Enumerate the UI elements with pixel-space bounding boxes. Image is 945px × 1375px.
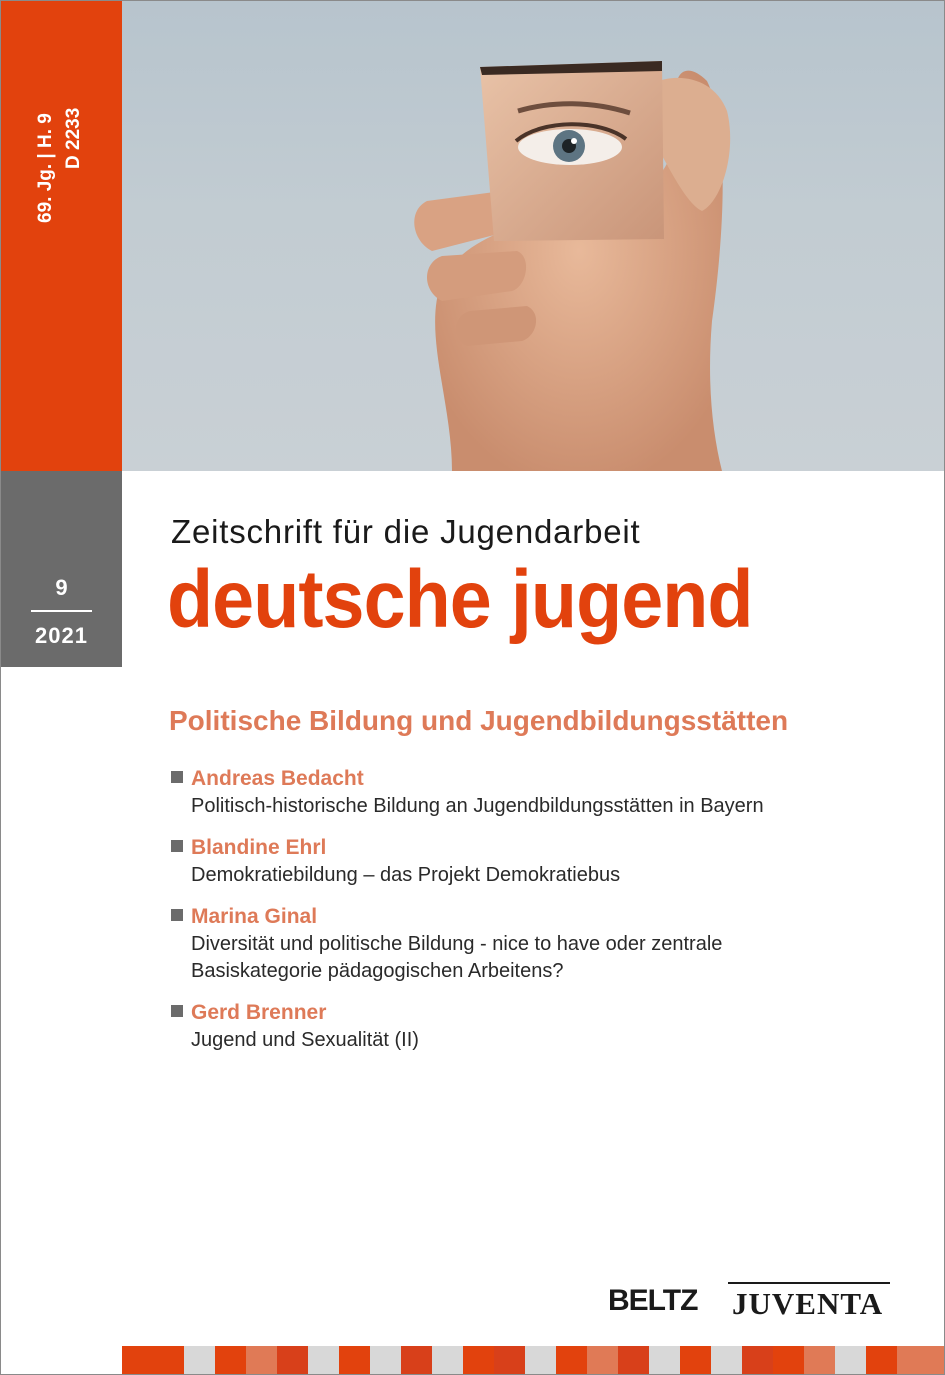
strip-segment xyxy=(122,1346,153,1374)
article-title: Jugend und Sexualität (II) xyxy=(191,1029,419,1051)
strip-segment xyxy=(308,1346,339,1374)
strip-segment xyxy=(215,1346,246,1374)
strip-segment xyxy=(804,1346,835,1374)
logo-rule xyxy=(728,1282,890,1284)
hand-mirror-illustration xyxy=(122,1,944,471)
issue-box xyxy=(1,471,122,667)
strip-segment xyxy=(339,1346,370,1374)
strip-segment xyxy=(587,1346,618,1374)
strip-segment xyxy=(525,1346,556,1374)
issue-theme: Politische Bildung und Jugendbildungsstätten xyxy=(169,705,789,736)
strip-segment xyxy=(184,1346,215,1374)
color-strip xyxy=(122,1346,944,1374)
contents-list xyxy=(169,765,889,1068)
publisher-name-beltz: BELTZ xyxy=(608,1284,698,1317)
print-code-label: D 2233 xyxy=(63,107,84,169)
strip-segment xyxy=(897,1346,944,1374)
contents-entry xyxy=(169,999,889,1054)
spine-text-block xyxy=(31,49,91,239)
article-title-continued: Basiskategorie pädagogischen Arbeitens? xyxy=(191,960,564,982)
strip-segment xyxy=(773,1346,804,1374)
contents-entry xyxy=(169,765,889,820)
article-title: Politisch-historische Bildung an Jugendbildungsstätten in Bayern xyxy=(191,795,764,817)
strip-segment xyxy=(463,1346,494,1374)
strip-segment xyxy=(556,1346,587,1374)
volume-issue-label: 69. Jg. | H. 9 xyxy=(35,113,56,223)
strip-segment xyxy=(432,1346,463,1374)
strip-segment xyxy=(649,1346,680,1374)
spine-band xyxy=(1,1,122,471)
author-name: Blandine Ehrl xyxy=(191,836,327,859)
square-bullet-icon xyxy=(171,771,183,783)
strip-segment xyxy=(866,1346,897,1374)
article-title: Demokratiebildung – das Projekt Demokratiebus xyxy=(191,864,621,886)
square-bullet-icon xyxy=(171,1005,183,1017)
strip-segment xyxy=(680,1346,711,1374)
strip-segment xyxy=(711,1346,742,1374)
strip-segment xyxy=(370,1346,401,1374)
strip-segment xyxy=(246,1346,277,1374)
article-title: Diversität und politische Bildung - nice to have oder zentrale xyxy=(191,933,723,955)
magazine-title: deutsche jugend xyxy=(167,554,753,645)
strip-segment xyxy=(153,1346,184,1374)
issue-divider xyxy=(31,610,92,612)
strip-segment xyxy=(618,1346,649,1374)
author-name: Gerd Brenner xyxy=(191,1001,327,1024)
strip-segment xyxy=(401,1346,432,1374)
issue-number: 9 xyxy=(55,575,68,600)
strip-segment xyxy=(494,1346,525,1374)
contents-entry xyxy=(169,834,889,889)
publisher-name-juventa: JUVENTA xyxy=(732,1286,884,1321)
strip-segment xyxy=(835,1346,866,1374)
strip-segment xyxy=(277,1346,308,1374)
strip-segment xyxy=(742,1346,773,1374)
issue-year: 2021 xyxy=(35,623,88,648)
contents-entry xyxy=(169,903,889,985)
square-bullet-icon xyxy=(171,840,183,852)
cover-photo xyxy=(122,1,944,471)
magazine-subtitle: Zeitschrift für die Jugendarbeit xyxy=(171,513,641,550)
author-name: Marina Ginal xyxy=(191,905,318,928)
square-bullet-icon xyxy=(171,909,183,921)
author-name: Andreas Bedacht xyxy=(191,767,364,790)
